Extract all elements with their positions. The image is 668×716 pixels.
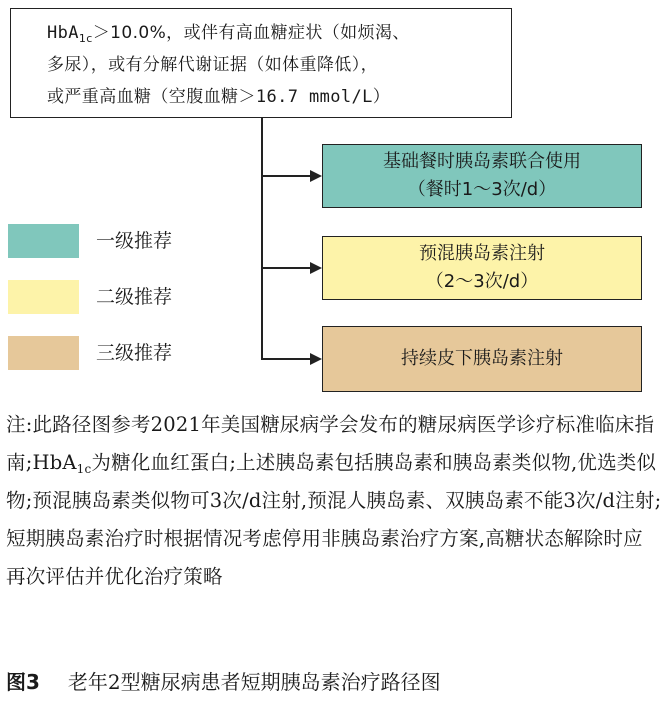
legend-label-level1: 一级推荐 xyxy=(96,230,173,252)
note-text-1: 注:此路径图参考2021年美国糖尿病学会发布的糖尿病医学诊疗标准临床指南; xyxy=(6,413,655,474)
criteria-line-3 xyxy=(47,81,501,113)
figure-number: 图3 xyxy=(6,670,40,694)
figure-note xyxy=(6,406,662,596)
option-1-title: 基础餐时胰岛素联合使用 xyxy=(383,151,581,172)
note-text-2: 为糖化血红蛋白;上述胰岛素包括胰岛素和胰岛素类似物,优选类似物;预混胰岛素类似物可3次/d注射,预混人胰岛素、双胰岛素不能3次/d注射;短期胰岛素治疗时根据情况考虑停用非胰岛素治疗方案,高糖状态解除时应再次评估并优化治疗策略 xyxy=(6,451,662,588)
criteria-line-1 xyxy=(47,17,501,49)
option-1-detail: （餐时1～3次/d） xyxy=(407,179,557,200)
legend-swatch-level3 xyxy=(8,336,79,370)
criteria-line-2: 多尿），或有分解代谢证据（如体重降低）， xyxy=(47,55,378,75)
option-box-csii xyxy=(322,326,642,392)
arrow-head-3 xyxy=(310,353,322,365)
note-hba1c-subscript: 1c xyxy=(76,462,92,476)
option-box-premixed xyxy=(322,236,642,300)
connector-branch-3 xyxy=(261,358,311,360)
figure-caption xyxy=(6,662,662,702)
legend-swatch-level2 xyxy=(8,280,79,314)
criteria-box xyxy=(10,8,512,118)
option-2-title: 预混胰岛素注射 xyxy=(419,243,545,264)
figure-title: 老年2型糖尿病患者短期胰岛素治疗路径图 xyxy=(67,670,441,694)
legend-label-level2: 二级推荐 xyxy=(96,286,173,308)
hba1c-label: HbA xyxy=(47,23,79,43)
arrow-head-2 xyxy=(310,262,322,274)
criteria-line-1-text: ＞10.0%，或伴有高血糖症状（如烦渴、 xyxy=(92,23,410,43)
criteria-line-3-text: 或严重高血糖（空腹血糖＞ xyxy=(47,87,256,107)
option-3-title: 持续皮下胰岛素注射 xyxy=(401,348,563,369)
legend-label-level3: 三级推荐 xyxy=(96,342,173,364)
connector-branch-1 xyxy=(261,175,311,177)
legend-swatch-level1 xyxy=(8,224,79,258)
connector-vertical xyxy=(261,118,263,360)
note-hba1c: HbA xyxy=(32,451,77,474)
option-2-detail: （2～3次/d） xyxy=(425,271,539,292)
glucose-threshold: 16.7 mmol/L xyxy=(255,87,373,107)
connector-branch-2 xyxy=(261,267,311,269)
option-box-basal-bolus xyxy=(322,144,642,208)
hba1c-subscript: 1c xyxy=(78,32,93,45)
arrow-head-1 xyxy=(310,170,322,182)
criteria-line-3-end: ） xyxy=(372,87,391,107)
